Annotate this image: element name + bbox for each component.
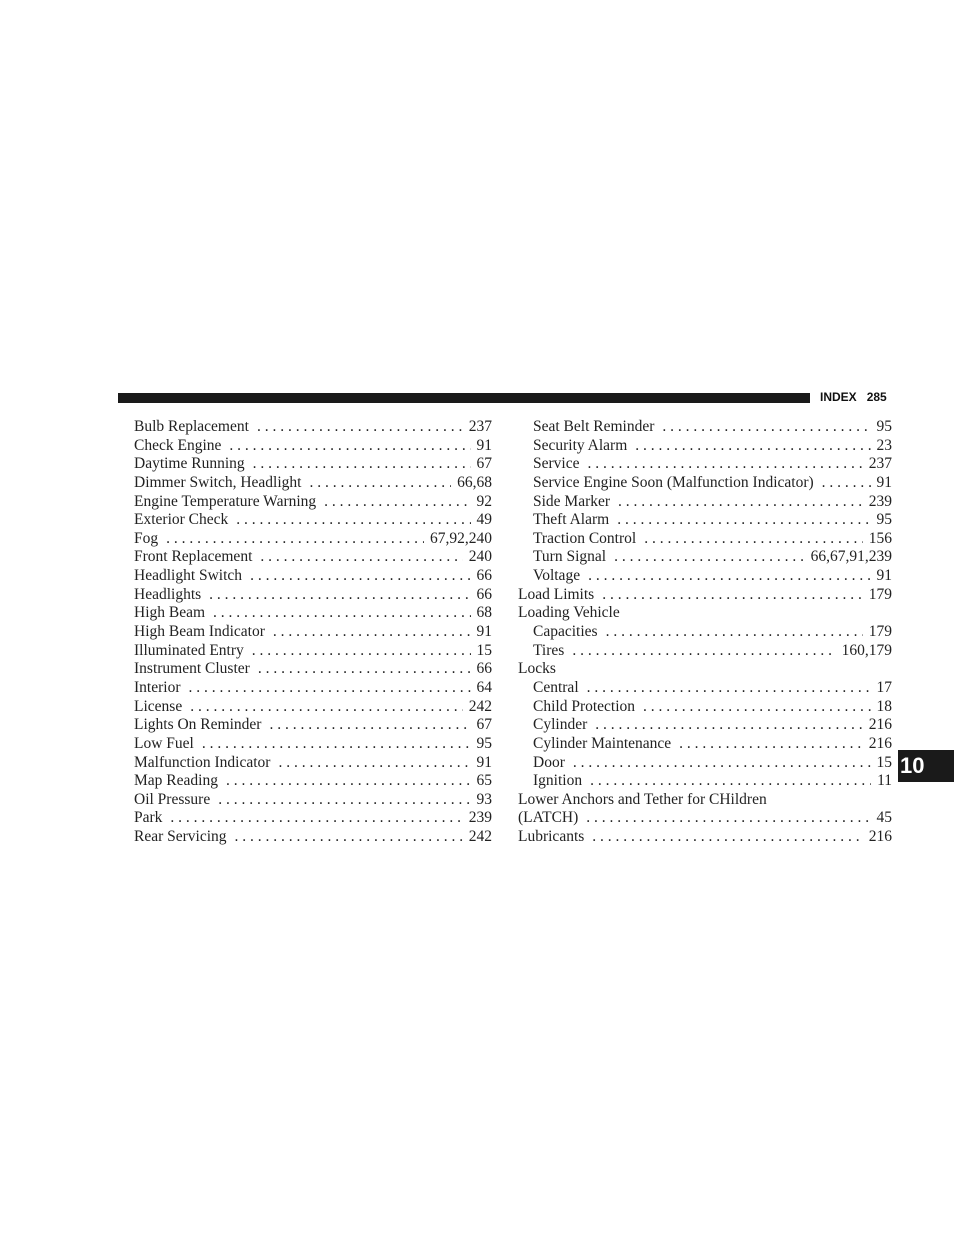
index-entry bbox=[518, 418, 892, 437]
entry-label: Check Engine bbox=[134, 436, 222, 454]
index-entry bbox=[134, 828, 492, 847]
entry-label: Traction Control bbox=[533, 529, 637, 547]
index-entry bbox=[134, 548, 492, 567]
entry-page: 67 bbox=[476, 455, 492, 473]
index-entry bbox=[134, 530, 492, 549]
index-entry bbox=[134, 455, 492, 474]
entry-page: 66,67,91,239 bbox=[810, 548, 892, 566]
entry-label: Loading Vehicle bbox=[518, 604, 620, 622]
dot-leader bbox=[635, 437, 870, 456]
entry-page: 242 bbox=[468, 697, 492, 715]
dot-leader bbox=[602, 586, 863, 605]
dot-leader bbox=[590, 772, 871, 791]
index-entry bbox=[518, 530, 892, 549]
entry-page: 23 bbox=[876, 436, 892, 454]
index-entry bbox=[134, 586, 492, 605]
dot-leader bbox=[278, 754, 470, 773]
chapter-tab: 10 bbox=[898, 750, 954, 782]
dot-leader bbox=[250, 567, 470, 586]
index-entry bbox=[134, 604, 492, 623]
index-entry bbox=[518, 754, 892, 773]
entry-page: 95 bbox=[876, 511, 892, 529]
entry-label: High Beam bbox=[134, 604, 206, 622]
dot-leader bbox=[662, 418, 870, 437]
entry-page: 11 bbox=[877, 772, 892, 790]
entry-page: 68 bbox=[476, 604, 492, 622]
entry-page: 216 bbox=[868, 734, 892, 752]
dot-leader bbox=[273, 623, 471, 642]
entry-label: Rear Servicing bbox=[134, 828, 227, 846]
index-entry bbox=[518, 567, 892, 586]
dot-leader bbox=[592, 828, 862, 847]
index-entry bbox=[134, 567, 492, 586]
entry-page: 18 bbox=[876, 697, 892, 715]
index-column-right bbox=[518, 418, 892, 847]
entry-label: Lubricants bbox=[518, 828, 585, 846]
entry-page: 237 bbox=[468, 418, 492, 435]
dot-leader bbox=[258, 660, 471, 679]
running-header bbox=[820, 390, 887, 404]
dot-leader bbox=[202, 735, 471, 754]
entry-label: Turn Signal bbox=[533, 548, 607, 566]
index-entry bbox=[134, 772, 492, 791]
index-entry bbox=[134, 698, 492, 717]
entry-label: Capacities bbox=[533, 623, 598, 641]
index-entry bbox=[518, 548, 892, 567]
index-entry bbox=[134, 474, 492, 493]
entry-label: Malfunction Indicator bbox=[134, 753, 271, 771]
dot-leader bbox=[236, 511, 470, 530]
entry-label: Daytime Running bbox=[134, 455, 245, 473]
index-entry bbox=[134, 716, 492, 735]
dot-leader bbox=[229, 437, 470, 456]
index-entry bbox=[518, 809, 892, 828]
entry-page: 156 bbox=[868, 529, 892, 547]
index-entry bbox=[518, 735, 892, 754]
index-entry bbox=[134, 418, 492, 437]
index-entry bbox=[518, 437, 892, 456]
dot-leader bbox=[213, 604, 470, 623]
index-entry bbox=[518, 716, 892, 735]
entry-label: Locks bbox=[518, 660, 556, 678]
entry-page: 45 bbox=[876, 809, 892, 827]
entry-page: 91 bbox=[476, 623, 492, 641]
entry-page: 179 bbox=[868, 623, 892, 641]
entry-label: High Beam Indicator bbox=[134, 623, 265, 641]
dot-leader bbox=[573, 754, 871, 773]
entry-page: 216 bbox=[868, 716, 892, 734]
entry-label: Park bbox=[134, 809, 163, 827]
entry-page: 66 bbox=[476, 585, 492, 603]
index-entry bbox=[518, 772, 892, 791]
entry-label: Bulb Replacement bbox=[134, 418, 249, 435]
entry-label: Seat Belt Reminder bbox=[533, 418, 655, 435]
dot-leader bbox=[309, 474, 451, 493]
entry-label: Lower Anchors and Tether for CHildren bbox=[518, 790, 767, 808]
dot-leader bbox=[235, 828, 463, 847]
entry-page: 239 bbox=[468, 809, 492, 827]
entry-label: Exterior Check bbox=[134, 511, 229, 529]
header-rule bbox=[118, 393, 810, 403]
entry-label: Theft Alarm bbox=[533, 511, 610, 529]
index-entry bbox=[134, 754, 492, 773]
entry-page: 239 bbox=[868, 492, 892, 510]
index-entry bbox=[518, 511, 892, 530]
entry-label: Security Alarm bbox=[533, 436, 628, 454]
dot-leader bbox=[188, 679, 470, 698]
entry-page: 91 bbox=[476, 753, 492, 771]
dot-leader bbox=[226, 772, 471, 791]
entry-page: 91 bbox=[876, 567, 892, 585]
dot-leader bbox=[606, 623, 863, 642]
index-column-left bbox=[134, 418, 492, 847]
entry-label: Map Reading bbox=[134, 772, 218, 790]
dot-leader bbox=[588, 567, 870, 586]
entry-label: Headlights bbox=[134, 585, 202, 603]
section-title: INDEX bbox=[820, 390, 857, 404]
entry-page: 95 bbox=[876, 418, 892, 435]
index-entry bbox=[134, 493, 492, 512]
entry-label: Engine Temperature Warning bbox=[134, 492, 317, 510]
index-entry bbox=[134, 623, 492, 642]
entry-page: 67 bbox=[476, 716, 492, 734]
index-entry bbox=[134, 809, 492, 828]
index-entry bbox=[134, 660, 492, 679]
entry-page: 64 bbox=[476, 678, 492, 696]
dot-leader bbox=[587, 455, 862, 474]
index-entry bbox=[134, 642, 492, 661]
entry-label: Child Protection bbox=[533, 697, 636, 715]
index-entry bbox=[518, 493, 892, 512]
entry-label: License bbox=[134, 697, 183, 715]
index-entry bbox=[518, 698, 892, 717]
entry-label: Load Limits bbox=[518, 585, 595, 603]
dot-leader bbox=[572, 642, 835, 661]
dot-leader bbox=[679, 735, 863, 754]
dot-leader bbox=[617, 511, 870, 530]
entry-page: 160,179 bbox=[841, 641, 892, 659]
entry-label: Instrument Cluster bbox=[134, 660, 250, 678]
entry-label: Side Marker bbox=[533, 492, 611, 510]
dot-leader bbox=[586, 809, 870, 828]
entry-label: Oil Pressure bbox=[134, 790, 211, 808]
entry-label: Cylinder Maintenance bbox=[533, 734, 672, 752]
dot-leader bbox=[269, 716, 470, 735]
dot-leader bbox=[252, 642, 471, 661]
entry-page: 67,92,240 bbox=[430, 529, 492, 547]
index-entry bbox=[518, 791, 892, 810]
entry-label: Front Replacement bbox=[134, 548, 253, 566]
index-entry bbox=[134, 735, 492, 754]
entry-page: 179 bbox=[868, 585, 892, 603]
entry-page: 17 bbox=[876, 678, 892, 696]
index-entry bbox=[518, 642, 892, 661]
entry-page: 49 bbox=[476, 511, 492, 529]
index-entry bbox=[134, 791, 492, 810]
entry-label: Door bbox=[533, 753, 565, 771]
dot-leader bbox=[260, 548, 462, 567]
index-entry bbox=[518, 586, 892, 605]
dot-leader bbox=[209, 586, 470, 605]
index-entry bbox=[134, 511, 492, 530]
dot-leader bbox=[618, 493, 863, 512]
index-entry bbox=[518, 474, 892, 493]
entry-page: 93 bbox=[476, 790, 492, 808]
entry-page: 92 bbox=[476, 492, 492, 510]
entry-label: Service bbox=[533, 455, 580, 473]
entry-page: 91 bbox=[876, 473, 892, 491]
index-entry bbox=[518, 679, 892, 698]
dot-leader bbox=[643, 698, 870, 717]
entry-page: 237 bbox=[868, 455, 892, 473]
entry-page: 240 bbox=[468, 548, 492, 566]
index-entry bbox=[518, 604, 892, 623]
entry-label: Lights On Reminder bbox=[134, 716, 262, 734]
entry-page: 66 bbox=[476, 660, 492, 678]
index-entry bbox=[518, 623, 892, 642]
dot-leader bbox=[587, 679, 871, 698]
page-number: 285 bbox=[866, 390, 887, 404]
dot-leader bbox=[166, 530, 424, 549]
index-entry bbox=[518, 660, 892, 679]
entry-label: Voltage bbox=[533, 567, 581, 585]
dot-leader bbox=[595, 716, 863, 735]
dot-leader bbox=[324, 493, 470, 512]
entry-label: (LATCH) bbox=[518, 809, 579, 827]
dot-leader bbox=[614, 548, 805, 567]
entry-page: 216 bbox=[868, 828, 892, 846]
entry-page: 15 bbox=[476, 641, 492, 659]
index-entry bbox=[518, 455, 892, 474]
dot-leader bbox=[190, 698, 463, 717]
dot-leader bbox=[253, 455, 471, 474]
entry-label: Tires bbox=[533, 641, 565, 659]
entry-page: 66,68 bbox=[457, 473, 492, 491]
entry-label: Service Engine Soon (Malfunction Indicator) bbox=[533, 473, 814, 491]
entry-label: Ignition bbox=[533, 772, 583, 790]
dot-leader bbox=[257, 418, 463, 437]
entry-label: Cylinder bbox=[533, 716, 588, 734]
entry-label: Fog bbox=[134, 529, 159, 547]
dot-leader bbox=[644, 530, 863, 549]
dot-leader bbox=[822, 474, 871, 493]
entry-label: Headlight Switch bbox=[134, 567, 243, 585]
dot-leader bbox=[170, 809, 462, 828]
entry-page: 95 bbox=[476, 734, 492, 752]
entry-page: 15 bbox=[876, 753, 892, 771]
index-entry bbox=[134, 437, 492, 456]
entry-label: Central bbox=[533, 678, 579, 696]
entry-label: Low Fuel bbox=[134, 734, 194, 752]
entry-page: 91 bbox=[476, 436, 492, 454]
entry-page: 242 bbox=[468, 828, 492, 846]
entry-label: Illuminated Entry bbox=[134, 641, 244, 659]
entry-label: Dimmer Switch, Headlight bbox=[134, 473, 302, 491]
index-entry bbox=[134, 679, 492, 698]
entry-page: 66 bbox=[476, 567, 492, 585]
index-entry bbox=[518, 828, 892, 847]
entry-page: 65 bbox=[476, 772, 492, 790]
entry-label: Interior bbox=[134, 678, 181, 696]
dot-leader bbox=[218, 791, 470, 810]
